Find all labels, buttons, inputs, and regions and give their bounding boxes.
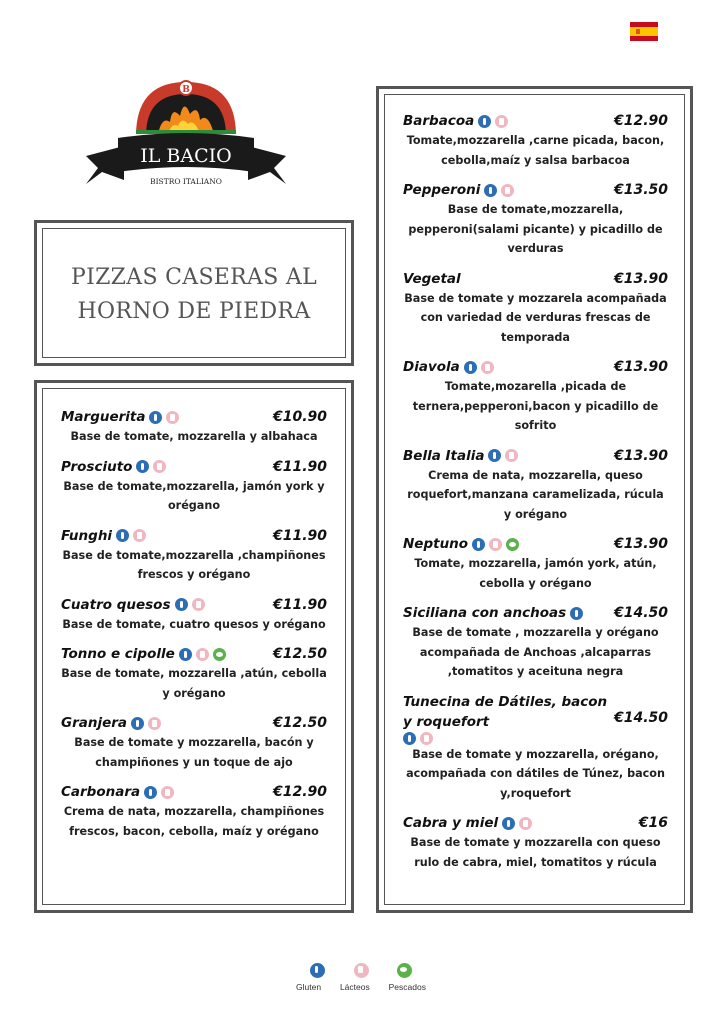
left-menu-box: [34, 380, 354, 913]
menu-item-price: €11.90: [272, 458, 327, 475]
menu-item-price: €10.90: [272, 409, 327, 425]
lacteos-icon: [166, 411, 179, 424]
lacteos-icon: [133, 529, 146, 542]
menu-item-name: Cuatro quesos: [61, 596, 171, 613]
menu-item-price: €11.90: [272, 527, 327, 544]
menu-item-name-group: [403, 603, 587, 623]
pescados-icon: [397, 963, 412, 978]
gluten-icon: [570, 607, 583, 620]
menu-item: [61, 407, 327, 447]
svg-text:B: B: [182, 85, 190, 95]
gluten-icon: [403, 732, 416, 745]
menu-item-price: €13.90: [613, 359, 668, 375]
legend-label-lacteos: Lácteos: [339, 982, 370, 992]
menu-item-description: Tomate,mozzarella ,carne picada, bacon, cebolla,maíz y salsa barbacoa: [406, 134, 665, 167]
right-menu-list: [403, 111, 668, 882]
menu-item-price: €11.90: [272, 596, 327, 613]
menu-item-header: [403, 446, 668, 466]
menu-item-name-group: [61, 407, 183, 427]
spain-flag-icon[interactable]: [630, 22, 658, 41]
menu-item-price: €16: [638, 815, 668, 831]
svg-text:IL BACIO: IL BACIO: [140, 145, 232, 167]
menu-item-price: €12.90: [613, 113, 668, 129]
gluten-icon: [136, 460, 149, 473]
menu-item-name-group: [403, 692, 614, 745]
gluten-icon: [478, 115, 491, 128]
menu-item-header: [61, 595, 327, 615]
lacteos-icon: [148, 717, 161, 730]
menu-item-price: €13.90: [613, 447, 668, 464]
lacteos-icon: [153, 460, 166, 473]
menu-item: [403, 534, 668, 593]
lacteos-icon: [354, 963, 369, 978]
menu-item-description: Tomate,mozarella ,picada de ternera,pepperoni,bacon y picadillo de sofrito: [412, 380, 659, 432]
lacteos-icon: [481, 361, 494, 374]
allergen-legend: [296, 963, 426, 992]
menu-item: [61, 595, 327, 635]
menu-item-name: Pepperoni: [403, 182, 481, 198]
menu-item-description: Base de tomate, mozzarella y albahaca: [70, 430, 318, 443]
menu-item: [403, 813, 668, 872]
menu-item-price: €12.50: [272, 646, 327, 662]
menu-item: [61, 526, 327, 585]
menu-item: [403, 603, 668, 682]
menu-item-name: Bella Italia: [403, 447, 485, 464]
gluten-icon: [502, 817, 515, 830]
menu-item-name: Tonno e cipolle: [61, 646, 175, 662]
menu-item-description: Crema de nata, mozzarella, queso roquefort,manzana caramelizada, rúcula y orégano: [407, 468, 664, 521]
menu-item-header: [61, 713, 327, 733]
menu-title: [57, 261, 331, 329]
menu-item-name-group: [403, 446, 522, 466]
menu-item-name-group: [403, 180, 518, 200]
menu-item-header: [403, 813, 668, 833]
menu-item: [403, 692, 668, 804]
menu-item-description: Base de tomate,mozzarella ,champiñones frescos y orégano: [62, 548, 326, 581]
lacteos-icon: [489, 538, 502, 551]
menu-item-header: [61, 644, 327, 664]
restaurant-logo: [84, 76, 288, 200]
menu-item-header: [403, 534, 668, 554]
menu-item-name-group: [403, 111, 512, 131]
menu-item-description: Crema de nata, mozzarella, champiñones frescos, bacon, cebolla, maíz y orégano: [63, 805, 325, 838]
menu-item-name: Granjera: [61, 715, 128, 731]
menu-item-name: Cabra y miel: [403, 815, 499, 831]
menu-item-name-group: [61, 713, 165, 733]
menu-item-name-group: [61, 644, 230, 664]
menu-item: [403, 111, 668, 170]
menu-title-line-1: PIZZAS CASERAS AL: [71, 265, 317, 290]
menu-item-name-group: [403, 813, 536, 833]
lacteos-icon: [161, 786, 174, 799]
menu-item-description: Base de tomate y mozzarella, bacón y champiñones y un toque de ajo: [74, 736, 314, 769]
menu-item-name-group: [61, 595, 209, 615]
menu-item-price: €14.50: [613, 710, 668, 726]
menu-item-name: Prosciuto: [61, 458, 133, 475]
lacteos-icon: [420, 732, 433, 745]
menu-item-name-group: [61, 782, 178, 802]
right-menu-box: [376, 86, 693, 913]
pescados-icon: [506, 538, 519, 551]
menu-item-name: Vegetal: [403, 270, 461, 287]
menu-item-description: Base de tomate, cuatro quesos y orégano: [62, 617, 326, 631]
gluten-icon: [175, 598, 188, 611]
menu-item-description: Base de tomate , mozzarella y orégano acompañada de Anchoas ,alcaparras ,tomatitos y aceituna negra: [412, 626, 659, 678]
menu-item-header: [61, 526, 327, 546]
lacteos-icon: [501, 184, 514, 197]
menu-item-name: Diavola: [403, 359, 460, 375]
menu-item-header: [403, 357, 668, 377]
menu-item-header: [61, 457, 327, 477]
menu-item: [61, 644, 327, 703]
menu-item-name-group: [61, 526, 150, 546]
title-box: [34, 220, 354, 366]
menu-item-description: Base de tomate y mozzarela acompañada con variedad de verduras frescas de temporada: [404, 291, 667, 344]
menu-item-price: €12.90: [272, 784, 327, 800]
menu-item-description: Base de tomate, mozzarella ,atún, cebolla y orégano: [61, 667, 327, 700]
gluten-icon: [464, 361, 477, 374]
lacteos-icon: [192, 598, 205, 611]
menu-item: [403, 180, 668, 259]
menu-item-header: [403, 111, 668, 131]
menu-item-description: Tomate, mozzarella, jamón york, atún, cebolla y orégano: [414, 557, 657, 590]
menu-item: [61, 713, 327, 772]
lacteos-icon: [519, 817, 532, 830]
menu-item-price: €14.50: [613, 605, 668, 621]
menu-item: [61, 782, 327, 841]
menu-item-price: €13.90: [613, 536, 668, 552]
menu-item-name: Barbacoa: [403, 113, 475, 129]
gluten-icon: [310, 963, 325, 978]
menu-item-header: [61, 407, 327, 427]
menu-item-header: [403, 269, 668, 289]
menu-item-name-group: [403, 534, 523, 554]
gluten-icon: [488, 449, 501, 462]
menu-item-description: Base de tomate y mozzarella, orégano, acompañada con dátiles de Túnez, bacon y,roquefort: [406, 747, 665, 800]
menu-item-name: Funghi: [61, 527, 113, 544]
gluten-icon: [472, 538, 485, 551]
lacteos-icon: [495, 115, 508, 128]
gluten-icon: [484, 184, 497, 197]
menu-item-description: Base de tomate,mozzarella, jamón york y orégano: [63, 479, 325, 512]
menu-title-line-2: HORNO DE PIEDRA: [77, 299, 311, 324]
legend-label-pescados: Pescados: [388, 982, 426, 992]
legend-label-gluten: Gluten: [296, 982, 322, 992]
lacteos-icon: [196, 648, 209, 661]
menu-item-header: [61, 782, 327, 802]
menu-item-name: Neptuno: [403, 536, 469, 552]
gluten-icon: [179, 648, 192, 661]
menu-item-name-group: [403, 269, 465, 289]
menu-item-name: Carbonara: [61, 784, 141, 800]
menu-item-description: Base de tomate y mozzarella con queso rulo de cabra, miel, tomatitos y rúcula: [410, 836, 661, 869]
menu-item: [403, 446, 668, 525]
gluten-icon: [149, 411, 162, 424]
menu-item-name: Marguerita: [61, 409, 146, 425]
menu-item-price: €13.50: [613, 182, 668, 198]
menu-item: [61, 457, 327, 516]
svg-text:BISTRO ITALIANO: BISTRO ITALIANO: [150, 177, 222, 186]
menu-item: [403, 269, 668, 348]
gluten-icon: [131, 717, 144, 730]
left-menu-list: [61, 407, 327, 851]
menu-item-header: [403, 180, 668, 200]
menu-item-name-group: [403, 357, 498, 377]
lacteos-icon: [505, 449, 518, 462]
menu-item-price: €12.50: [272, 715, 327, 731]
menu-item-name: Siciliana con anchoas: [403, 605, 567, 621]
menu-item-header: [403, 603, 668, 623]
pescados-icon: [213, 648, 226, 661]
menu-item-name-group: [61, 457, 170, 477]
menu-item-header: [403, 692, 668, 745]
menu-item: [403, 357, 668, 436]
menu-item-description: Base de tomate,mozzarella, pepperoni(salami picante) y picadillo de verduras: [408, 203, 663, 255]
menu-item-name: Tunecina de Dátiles, bacon y roquefort: [403, 693, 608, 730]
gluten-icon: [116, 529, 129, 542]
gluten-icon: [144, 786, 157, 799]
menu-item-price: €13.90: [613, 270, 668, 287]
